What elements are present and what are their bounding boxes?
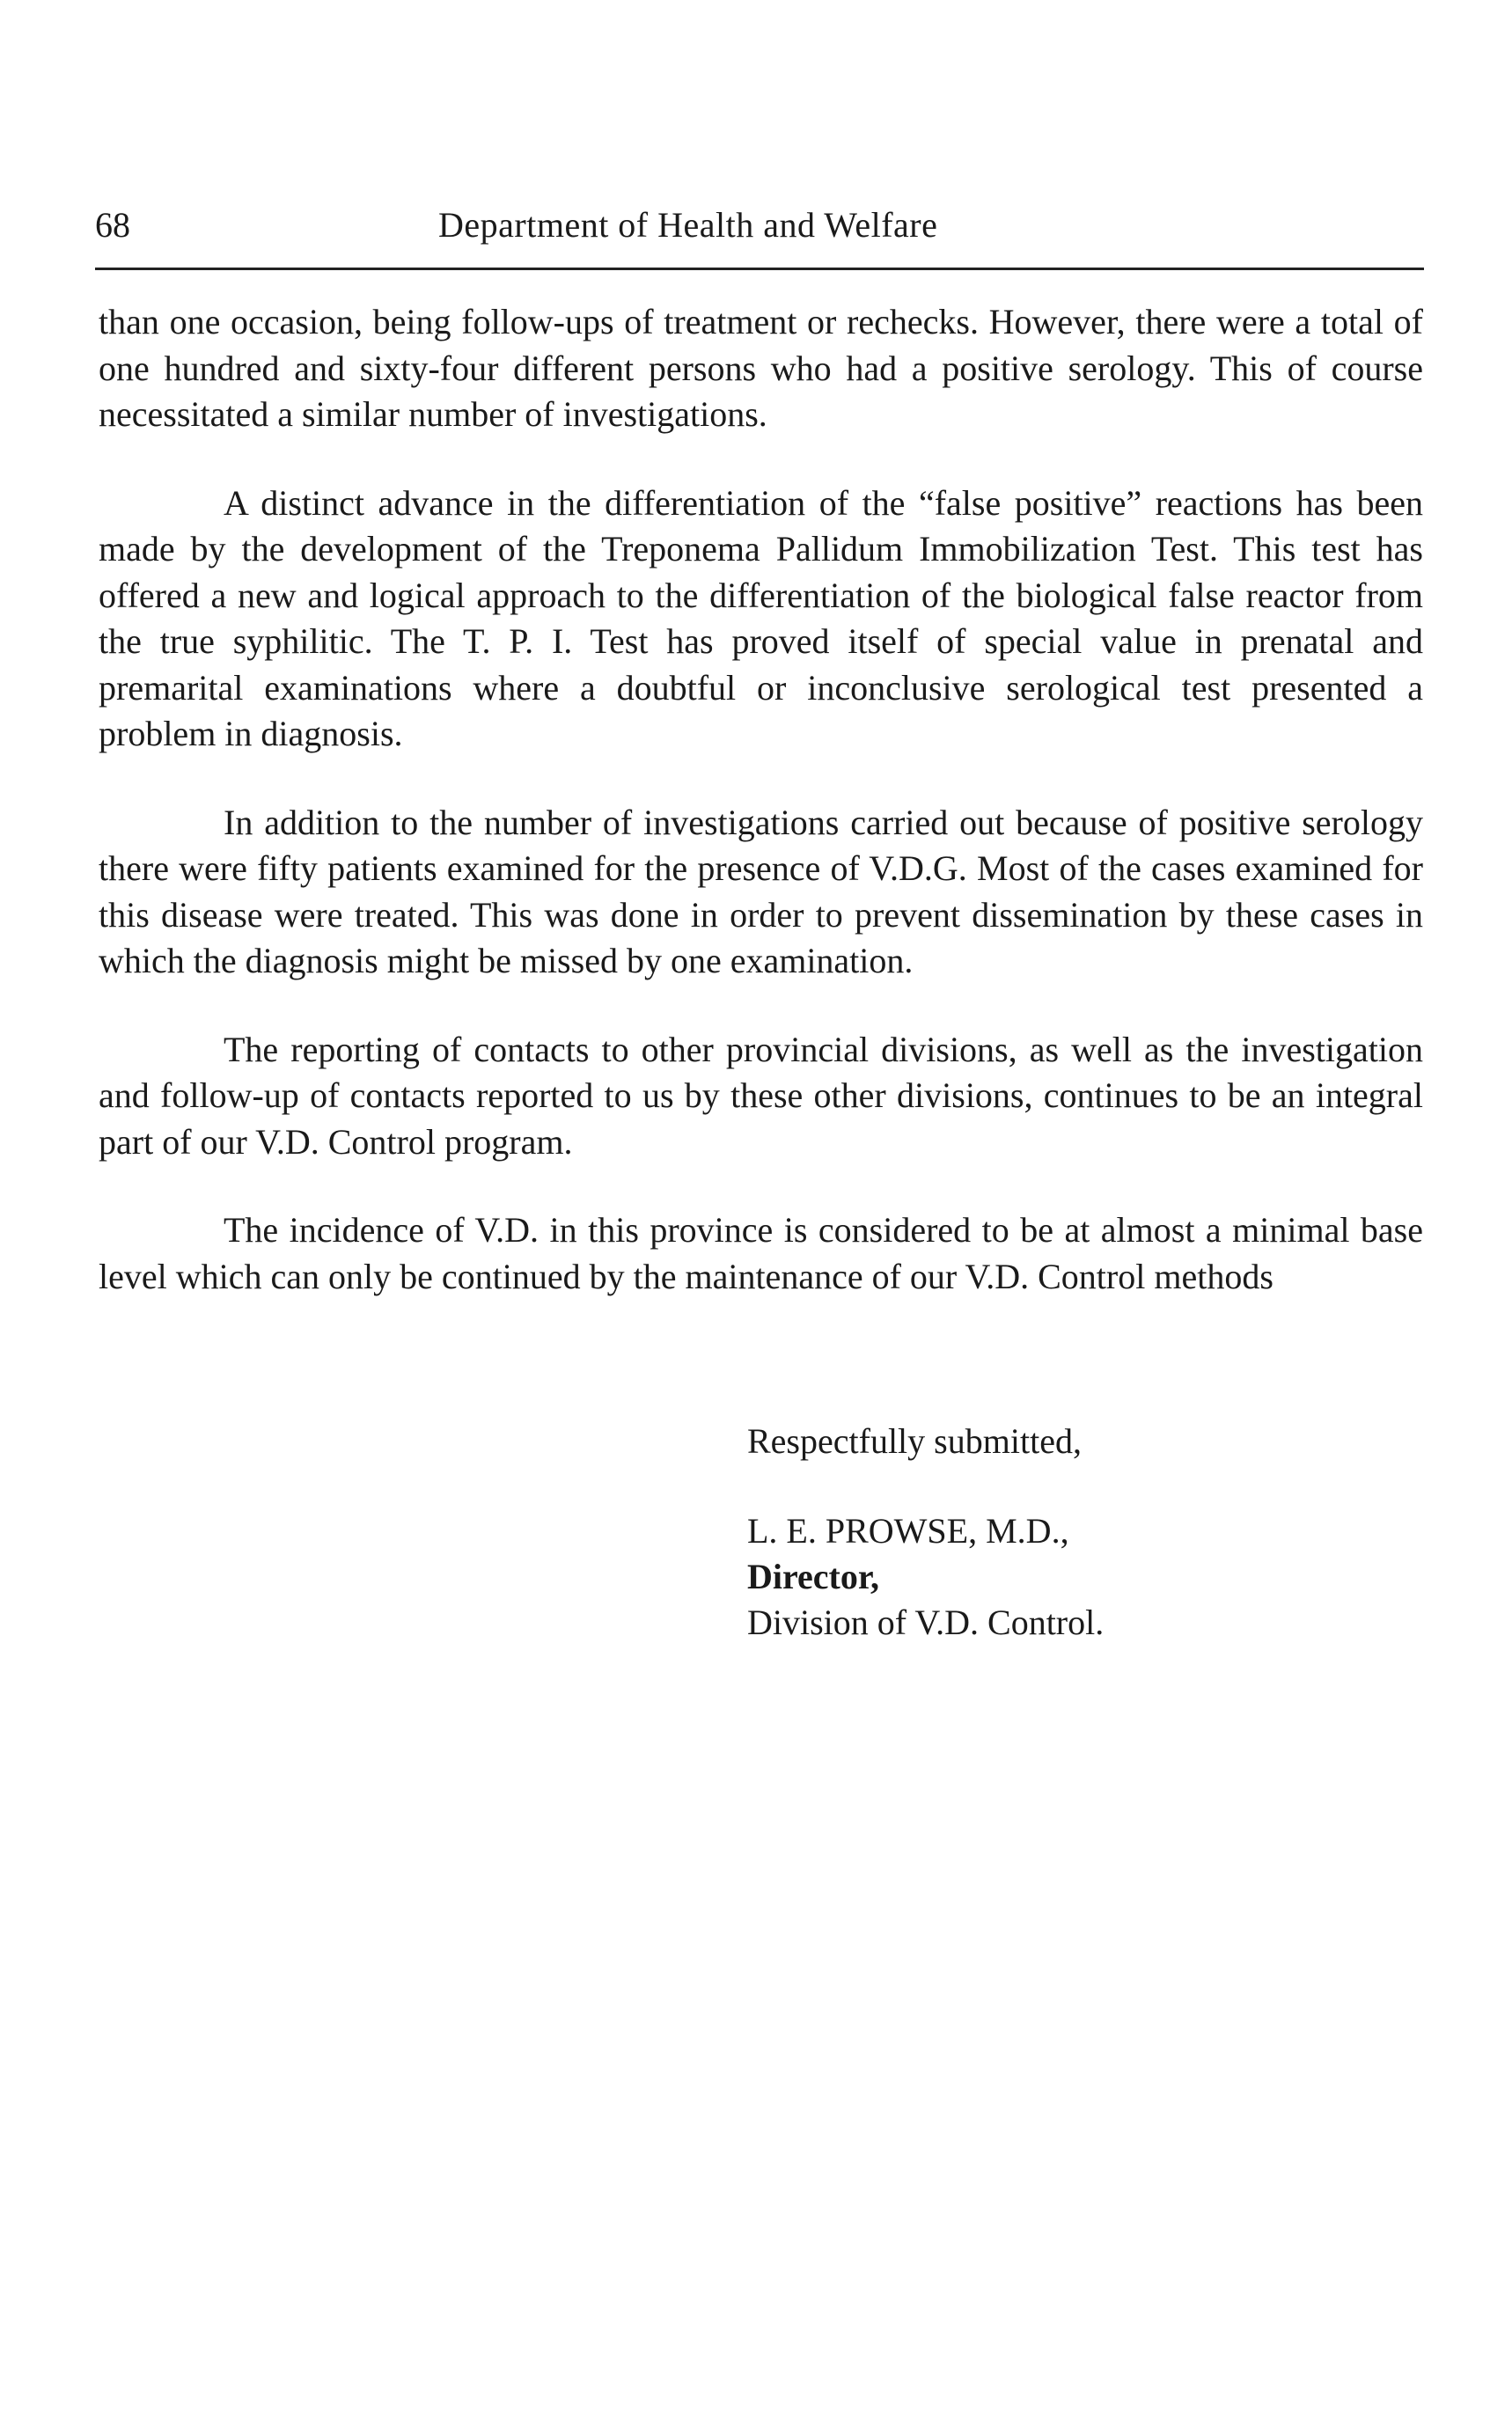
signatory-division: Division of V.D. Control. [747, 1603, 1105, 1642]
page-header [95, 204, 1424, 270]
signatory-name: L. E. PROWSE, M.D., [747, 1511, 1069, 1551]
report-body [99, 299, 1423, 1342]
paragraph-vdg-investigations: In addition to the number of investigations carried out because of positive serology there were fifty patients examined for the presence of V.D.G. Most of the cases examined for this disease were treated. This was done in order to prevent dissemination by these cases in which the diagnosis might be missed by one examination. [99, 802, 1423, 980]
page-number: 68 [95, 205, 130, 245]
paragraph-contact-reporting: The reporting of contacts to other provincial divisions, as well as the investigation and follow-up of contacts reported to us by these other divisions, continues to be an integral part of our V.D. Control program. [99, 1029, 1423, 1162]
running-title: Department of Health and Welfare [438, 205, 938, 245]
signature-spacer [747, 1464, 1416, 1508]
signatory-title: Director, [747, 1557, 879, 1596]
signature-block [747, 1419, 1416, 1646]
paragraph-incidence: The incidence of V.D. in this province is considered to be at almost a minimal base level which can only be continued by the maintenance of our V.D. Control methods [99, 1210, 1423, 1296]
paragraph-continuation: than one occasion, being follow-ups of treatment or rechecks. However, there were a total of one hundred and sixty-four different persons who had a positive serology. This of course necessitated a similar number of investigations. [99, 302, 1423, 434]
paragraph-tpi-test: A distinct advance in the differentiation of the “false positive” reactions has been made by the development of the Treponema Pallidum Immobilization Test. This test has offered a new and logical approach to the differentiation of the biological false reactor from the true syphilitic. The T. P. I. Test has proved itself of special value in prenatal and premarital examinations where a doubtful or inconclusive serological test presented a problem in diagnosis. [99, 482, 1423, 753]
closing-line: Respectfully submitted, [747, 1421, 1082, 1461]
